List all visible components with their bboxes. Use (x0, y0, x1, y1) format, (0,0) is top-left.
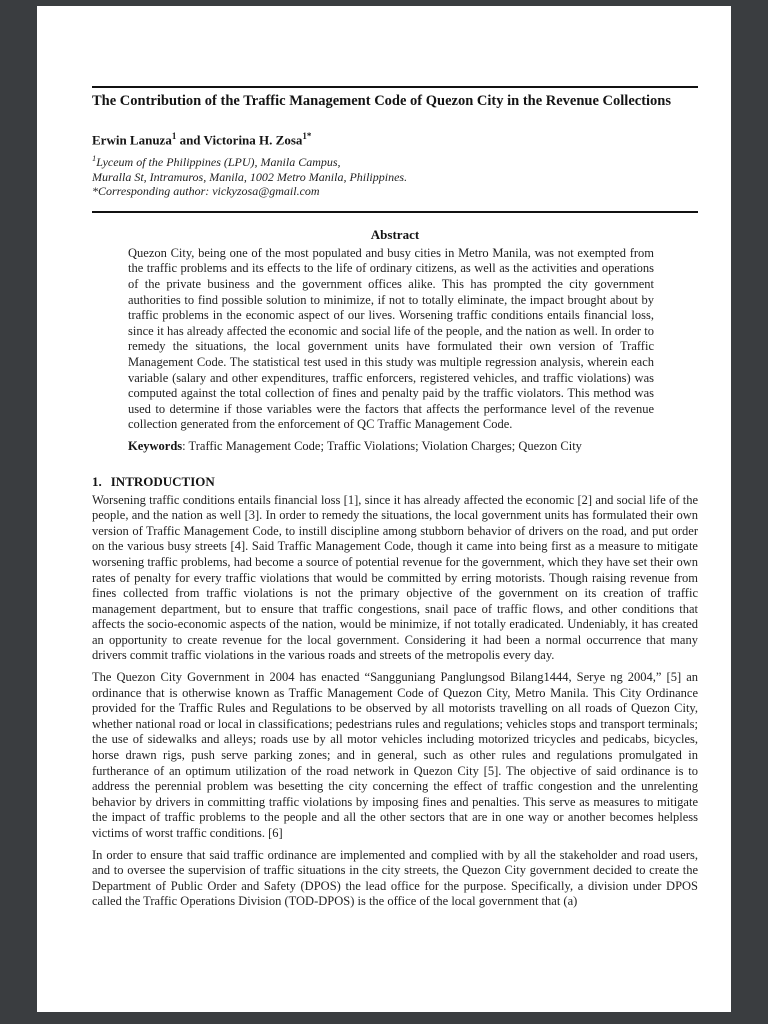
affiliation-institution: Lyceum of the Philippines (LPU), Manila Campus, (96, 155, 341, 170)
keywords-line (128, 439, 654, 455)
section-number: 1. (92, 473, 102, 489)
header-top-rule (92, 86, 698, 88)
affiliation-block (92, 151, 698, 199)
author-2-superscript: 1* (302, 131, 312, 141)
header-bottom-rule (92, 211, 698, 213)
keywords-text: : Traffic Management Code; Traffic Violations; Violation Charges; Quezon City (182, 438, 582, 453)
abstract-section (92, 227, 698, 455)
introduction-paragraph-2: The Quezon City Government in 2004 has enacted “Sangguniang Panglungsod Bilang1444, Serye ng 2004,” [5] an ordinance that is otherwise known as Traffic Management Code of Quezon City, Metro Manila. This City Ordinance provided for the Traffic Rules and Regulations to be observed by all motorists travelling on all roads of Quezon City, whether national road or local in classifications; pedestrians rules and regulations; vehicles stops and transport terminals; the use of sidewalks and alleys; roads use by all motor vehicles including motorized tricycles and pedicabs, bicycles, horse drawn rigs, push serve parking zones; and in general, such as other rules and regulations promulgated in furtherance of an optimum utilization of the road network in Quezon City [5]. The objective of said ordinance is to address the perennial problem was besetting the city concerning the effect of traffic congestion and the unrelenting behavior by drivers in committing traffic violations by imposing fines and penalties. This serve as measures to mitigate the impact of traffic problems to the people and all the other sectors that are in one way or another becomes helpless victims of worst traffic conditions. [6] (92, 670, 698, 841)
abstract-heading: Abstract (370, 226, 420, 242)
corresponding-author-line: *Corresponding author: vickyzosa@gmail.com (92, 184, 320, 199)
author-name-2: and Victorina H. Zosa (176, 132, 303, 148)
affiliation-line-1 (92, 151, 698, 170)
page-content (92, 86, 698, 910)
affiliation-superscript: 1 (92, 153, 97, 164)
affiliation-line-2: Muralla St, Intramuros, Manila, 1002 Metro Manila, Philippines. (92, 169, 408, 184)
author-1-superscript: 1 (171, 131, 177, 141)
author-name-1: Erwin Lanuza (92, 132, 172, 148)
paper-title: The Contribution of the Traffic Management Code of Quezon City in the Revenue Collections (92, 93, 672, 109)
section-title: INTRODUCTION (110, 473, 215, 489)
keywords-label: Keywords (128, 438, 183, 453)
document-page (37, 6, 731, 1012)
introduction-paragraph-1: Worsening traffic conditions entails financial loss [1], since it has already affected the economic [2] and social life of the people, and the nation as well [3]. In order to remedy the situations, the local government units has formulated their own version of Traffic Management Code, to instill discipline among stubborn behavior of drivers on the road, and put order on the various busy streets [4]. Said Traffic Management Code, though it came into being first as a measure to mitigate worsening traffic problems, had become a source of potential revenue for the government, which they have set their own rates of penalty for every traffic violations that would be committed by erring motorists. Though raising revenue from fines collected from traffic violations is not the primary objective of the government on its creation of traffic management department, but to ensure that traffic congestions, snail pace of traffic flows, and other conditions that affects the socio-economic aspects of the nation, would be minimize, if not totally eradicated. Undeniably, it has created an opportunity to create revenue for the local government. Considering it had been a normal occurrence that many drivers commit traffic violations in the various roads and streets of the metropolis every day. (92, 492, 698, 663)
introduction-heading (92, 474, 698, 490)
introduction-section (92, 474, 698, 910)
introduction-paragraph-3: In order to ensure that said traffic ordinance are implemented and complied with by all the stakeholder and road users, and to oversee the supervision of traffic situations in the city streets, the Quezon City government decided to create the Department of Public Order and Safety (DPOS) the lead office for the purpose. Specifically, a division under DPOS called the Traffic Operations Division (TOD-DPOS) is the office of the local government that (a) (92, 847, 698, 909)
abstract-text: Quezon City, being one of the most populated and busy cities in Metro Manila, was not exempted from the traffic problems and its effects to the life of ordinary citizens, as well as the activities and operations of the private business and the government offices alike. This has prompted the city government authorities to find possible solution to minimize, if not to totally eliminate, the impact brought about by traffic problems in the economic aspect of our lives. Worsening traffic conditions entails financial loss, since it has already affected the economic and social life of the people, and the nation as well. In order to remedy the situations, the local government units have formulated their own version of Traffic Management Code. The statistical test used in this study was multiple regression analysis, wherein each variable (salary and other expenditures, traffic enforcers, registered vehicles, and traffic violations) was computed against the total collection of fines and penalty paid by the traffic violators. This method was used to determine if those variables were the factors that affects the performance level of the revenue collection generated from the enforcement of QC Traffic Management Code. (128, 245, 654, 432)
authors-line (92, 131, 698, 148)
